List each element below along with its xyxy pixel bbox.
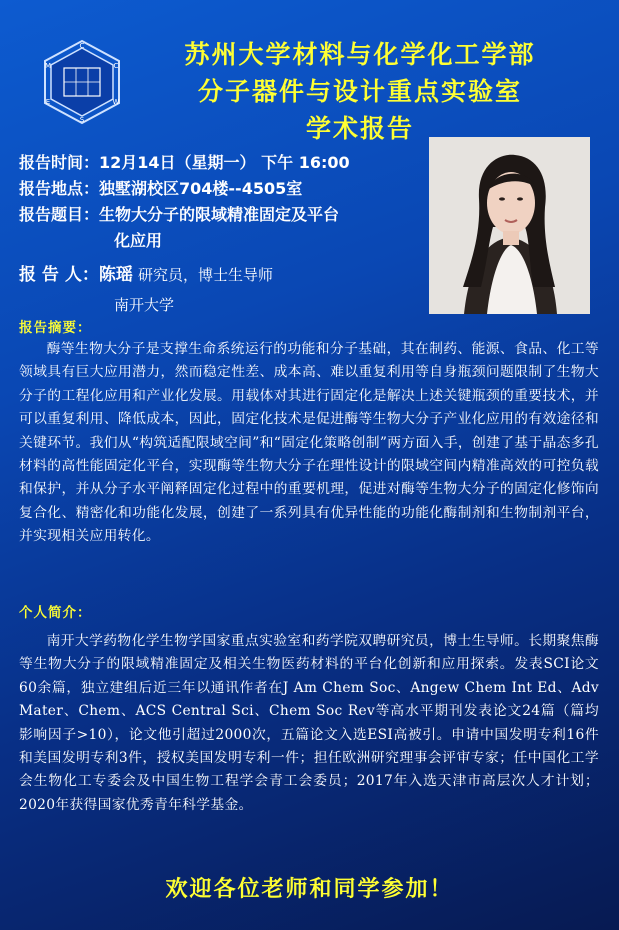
header-line-2: 分子器件与设计重点实验室	[197, 77, 522, 106]
svg-text:W: W	[112, 98, 120, 106]
speaker-affiliation: 南开大学	[114, 296, 175, 314]
place-label: 报告地点：	[19, 179, 100, 198]
speaker-label: 报 告 人：	[19, 265, 99, 285]
bio-title: 个人简介：	[19, 605, 92, 621]
topic-label: 报告题目：	[19, 205, 100, 224]
svg-text:E: E	[45, 98, 51, 106]
topic-row	[19, 202, 424, 228]
time-value: 12月14日（星期一） 下午 16:00	[99, 153, 350, 172]
abstract-title: 报告摘要：	[19, 320, 92, 336]
bio-text: 南开大学药物化学生物学国家重点实验室和药学院双聘研究员，博士生导师。长期聚焦酶等生物大分子的限域精准固定及相关生物医药材料的平台化创新和应用探索。发表SCI论文60余篇，独立建组后近三年以通讯作者在J Am Chem Soc、Angew Chem Int Ed、Adv Mater、Chem、ACS Central Sci、Chem Soc Rev等高水平期刊发表论文24篇（篇均影响因子>10），论文他引超过2000次，五篇论文入选ESI高被引。申请中国发明专利16件和美国发明专利3件，授权美国发明专利一件；担任欧洲研究理事会评审专家；任中国化工学会生物化工专委会及中国生物工程学会青工会委员；2017年入选天津市高层次人才计划；2020年获得国家优秀青年科学基金。	[19, 633, 599, 813]
svg-text:C: C	[79, 42, 85, 50]
speaker-title: 研究员，博士生导师	[137, 266, 273, 284]
speaker-photo	[429, 137, 590, 314]
university-logo	[38, 38, 126, 126]
header-line-1: 苏州大学材料与化学化工学部	[184, 40, 536, 69]
speaker-name: 陈瑶	[98, 265, 133, 285]
event-header	[130, 36, 590, 147]
time-label: 报告时间：	[19, 153, 100, 172]
event-info	[19, 150, 424, 318]
welcome-footer: 欢迎各位老师和同学参加！	[165, 876, 454, 902]
svg-text:C: C	[113, 62, 119, 70]
speaker-row	[19, 262, 424, 288]
header-line-3: 学术报告	[305, 114, 414, 143]
svg-text:S: S	[79, 116, 85, 124]
topic-value-line-2: 化应用	[114, 231, 163, 250]
abstract-text: 酶等生物大分子是支撑生命系统运行的功能和分子基础，其在制药、能源、食品、化工等领域具有巨大应用潜力，然而稳定性差、成本高、难以重复利用等自身瓶颈问题限制了生物大分子的工程化应用和产业化发展。用载体对其进行固定化是解决上述关键瓶颈的重要技术，并可以重复利用、降低成本，因此，固定化技术是促进酶等生物大分子产业化应用的有效途径和关键环节。我们从“构筑适配限域空间”和“固定化策略创制”两方面入手，创建了基于晶态多孔材料的高性能固定化平台，实现酶等生物大分子在理性设计的限域空间内精准高效的可控负载和保护，并从分子水平阐释固定化过程中的重要机理，促进对酶等生物大分子的固定化修饰向复合化、精密化和功能化发展，创建了一系列具有优异性能的功能化酶制剂和生物制剂平台，并实现相关应用转化。	[19, 341, 599, 545]
svg-text:M: M	[44, 62, 52, 70]
place-row	[19, 176, 424, 202]
place-value: 独墅湖校区704楼--4505室	[99, 179, 303, 198]
topic-value-line-1: 生物大分子的限域精准固定及平台	[99, 205, 340, 224]
time-row	[19, 150, 424, 176]
